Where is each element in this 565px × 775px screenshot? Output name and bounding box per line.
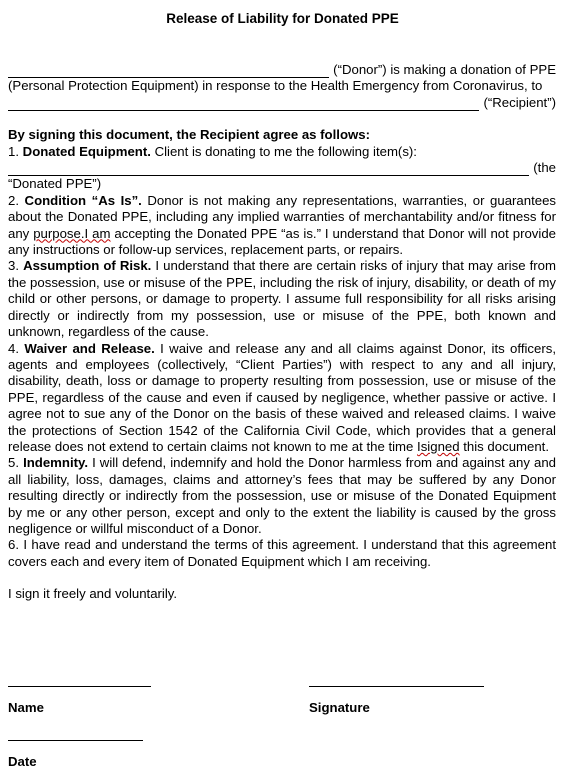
- section-1: 1. Donated Equipment. Client is donating to me the following item(s):: [8, 143, 417, 159]
- recipient-name-blank[interactable]: [8, 98, 479, 111]
- donor-line-rest: (Personal Protection Equipment) in response to the Health Emergency from Coronavirus, to: [8, 78, 543, 94]
- donor-name-blank[interactable]: [8, 65, 329, 78]
- section-2: 2. Condition “As Is”. Donor is not making any representations, warranties, or guarantees about the Donated PPE, including any implied warranties of merchantability and/or fitness for any purpose.I am accepting the Donated PPE “as is.” I understand that Donor will not provide any instructions or follow-up services, replacement parts, or repairs.: [8, 192, 557, 258]
- date-line[interactable]: [8, 740, 143, 741]
- section-1-tail: “Donated PPE”): [8, 176, 102, 192]
- document-title: Release of Liability for Donated PPE: [166, 11, 399, 26]
- section-6: 6. I have read and understand the terms of this agreement. I understand that this agreement covers each and every item of Donated Equipment which I am receiving.: [8, 537, 556, 569]
- section-1-heading: Donated Equipment.: [22, 143, 151, 159]
- donated-items-blank[interactable]: [8, 163, 529, 176]
- donor-line-suffix: (“Donor”) is making a donation of PPE: [333, 62, 556, 77]
- section-4-heading: Waiver and Release.: [24, 340, 155, 356]
- items-row: [8, 160, 556, 176]
- section-5-heading: Indemnity.: [23, 455, 89, 471]
- section-5: 5. Indemnity. I will defend, indemnify and hold the Donor harmless from and against any and all liability, loss, damages, claims and attorney’s fees that may be suffered by any Donor resulting directly or indirectly from the possession, use or misuse of the Donated Equipment by me or any other person, except and only to the extent the liability is caused by the gross negligence or willful misconduct of a Donor.: [8, 455, 557, 536]
- spellcheck-flag: Isigned: [417, 438, 460, 454]
- recipient-line-suffix: (“Recipient”): [483, 94, 556, 110]
- donor-row: [8, 62, 556, 78]
- signature-line[interactable]: [309, 686, 484, 687]
- signature-label: Signature: [309, 700, 370, 715]
- section-4: 4. Waiver and Release. I waive and release any and all claims against Donor, its officers, agents and employees (collectively, “Client Parties”) with respect to any and all injury, disability, death, loss or damage to property resulting from possession, use or misuse of the PPE, regardless of the cause and even if caused by negligence, whether passive or active. I agree not to sue any of the Donor on the basis of these waived and released claims. I waive the protections of Section 1542 of the California Civil Code, which provides that a general release does not extend to certain claims not known to me at the time Isigned this document.: [8, 340, 556, 454]
- section-2-heading: Condition “As Is”.: [24, 192, 142, 208]
- spellcheck-flag: purpose.I am: [33, 225, 111, 241]
- date-label: Date: [8, 754, 37, 769]
- name-signature-line[interactable]: [8, 686, 151, 687]
- section-3: 3. Assumption of Risk. I understand that there are certain risks of injury that may arise from the possession, use or misuse of the PPE, including the risk of injury, disability, or death of my child or other persons, or damage to property. I assume full responsibility for all risks arising directly or indirectly from my possession, use or misuse of the PPE, both known and unknown, regardless of the cause.: [8, 258, 556, 340]
- recipient-row: [8, 95, 556, 111]
- document-body: [8, 62, 556, 603]
- agree-heading: By signing this document, the Recipient agree as follows:: [8, 127, 370, 143]
- section-3-heading: Assumption of Risk.: [23, 258, 152, 274]
- section-1-text: Client is donating to me the following item(s):: [154, 143, 417, 159]
- closing-statement: I sign it freely and voluntarily.: [8, 586, 178, 602]
- items-the: (the: [533, 160, 556, 176]
- name-label: Name: [8, 700, 44, 715]
